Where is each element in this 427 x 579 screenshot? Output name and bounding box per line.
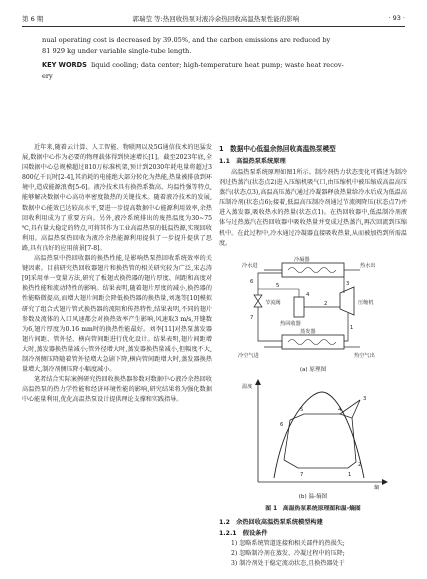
heat-recovery-label: 热回收器	[280, 321, 301, 327]
section-1-title: 1 数据中心低温余热回收高温热泵模型	[219, 145, 336, 153]
running-title: 郭瑞莹 等:热回收热泵对液冷余热回收高温热泵性能的影响	[132, 14, 300, 23]
figure-b-caption: (b) 温-熵图	[298, 494, 328, 500]
pipe-evaporator-to-compressor	[344, 313, 348, 341]
ts-x-label: 熵	[374, 485, 380, 490]
ts-diagram	[240, 378, 390, 490]
state-point-1: 1	[350, 325, 354, 331]
heat-recovery-box	[294, 297, 304, 317]
abstract-line-2: 81 929 kg under variable single-tube length.	[42, 47, 192, 55]
keywords-continued: ery	[42, 72, 53, 80]
header-rule	[22, 26, 405, 27]
cold-water-label: 冷水进	[242, 263, 258, 269]
evaporator-box	[282, 335, 344, 349]
figure-a-caption: (a) 原理图	[299, 367, 327, 373]
abstract-line-1: nual operating cost is decreased by 39.05%, and the carbon emissions are reduced by	[42, 36, 331, 44]
ts-point-3: 3	[363, 396, 367, 402]
issue-number: 第 6 期	[22, 14, 44, 23]
subsection-1-1-title: 1.1 高温热泵系统原理	[219, 158, 286, 165]
ts-y-label: 温度	[242, 384, 253, 390]
ts-point-5: 5	[300, 407, 304, 413]
condenser-box	[282, 263, 344, 277]
ts-x-arrow	[382, 479, 388, 485]
pipe-throttle-to-evaporator	[258, 307, 282, 341]
state-point-5: 5	[276, 283, 280, 289]
assumption-2: 2) 忽略制冷剂在蒸发、冷凝过程中的压降;	[231, 550, 345, 558]
running-header	[22, 12, 405, 24]
subsection-1-2-1-title: 1.2.1 假设条件	[219, 530, 268, 537]
ts-point-2: 2	[358, 462, 362, 468]
compressor-label: 压缩机	[358, 300, 374, 306]
ts-y-arrow	[255, 379, 261, 385]
subsection-1-1-text	[219, 168, 407, 249]
keywords-text: liquid cooling; data center; high-temperature heat pump; waste heat recov-	[91, 61, 344, 69]
intro-paragraph-1: 近年来,随着云计算、人工智能、物联网以及5G通信技术的迅猛发展,数据中心作为必要的物理载体得到快速增长[1]。截至2023年底,全国数据中心总规模超过810万标准机架,预计到2030年耗电量将超过3 800亿千瓦时[2-4],其消耗的电能绝大部分转化为热能,热量被排放到环境中,造成能源浪费[5-6]。液冷技术具有换热系数高、均温性强等特点,能够解决数据中心高功率密度散热的关键技术。随着液冷技术的发展,数据中心能效已达较高水平,要进一步提高数据中心能源利用效率,余热回收利用成为了重要方向。另外,液冷系统排出的废热温度为30~75 ℃,具有量大稳定的特点,可将其作为工业高温热泵的低温热源,实现回收利用。高温热泵热回收为液冷余热能源利用提供了一步提升提供了思路,具有良好的应用前景[7-8]。	[22, 144, 212, 252]
ts-point-7: 7	[300, 472, 304, 478]
throttle-label: 节流阀	[265, 300, 281, 306]
assumption-1: 1) 忽略系统管道连接和相关部件的热损失;	[231, 540, 345, 547]
subsection-1-2-title: 1.2 余热回收高温热泵系统模型构建	[219, 519, 323, 526]
state-point-2: 2	[324, 301, 328, 307]
intro-paragraph-2: 高温热泵中热回收器的换热性能,是影响热泵热回收系统效率的关键因素。目前研究热回收器翅片和换热管的相关研究较为广泛,宋志涛[9]采用单一变量方法,研究了板翅式换热器的翅片厚度、间距和高度对换热性能和流动特性的影响。结果表明,随着翅片厚度的减小,换热器的性能略微提高,而增大翅片间距会降低换热器的换热量,刘逸等[10]模拟研究了组合式翅片管式换热器的流阻和传热特性,结果表明,不同的翅片参数及流体的入口风速都会对换热效率产生影响,风速取3 m/s,开缝数为6,翅片厚度为0.16 mm时的换热性能最好。刘李[11]对热泵蒸发器翅片间距、管外径、横向管间距进行优化设计。结果表明,翅片间距增大时,蒸发器换热量减小;管外径增大时,蒸发器换热量减小,但幅度不大,制冷剂侧压降随着管外径增大急剧下降,横向管间距增大时,蒸发器换热量增大,制冷剂侧压降小幅度减小。	[22, 255, 212, 374]
assumption-list	[219, 539, 407, 569]
evaporator-label: 蒸发器	[300, 329, 316, 335]
assumption-3: 3) 制冷剂处于稳定流动状态,且换热器处于	[231, 560, 345, 568]
page-number: · 93 ·	[388, 14, 405, 22]
principle-paragraph: 高温热泵系统原理如图1所示。制冷剂热力状态变化可描述为制冷剂过热蒸汽(状态点2)进入压缩机吸气口,由压缩机中被压缩成高温高压蒸汽(状态点3),高温高压蒸汽通过冷凝器释放热量给冷水后成为低温高压制冷剂(状态点6);接着,低温高压制冷剂通过节流阀降压(状态点7)并进入蒸发器,吸收热水的热量(状态点1)。在热回收器中,低温制冷剂液体与过热蒸汽在热回收器中吸收热量并变成过热蒸汽,再次回流到压缩机中。在此过程中,冷水通过冷凝器直接吸收热量,从而被加热到所需温度。	[219, 169, 407, 247]
ts-point-6: 6	[280, 422, 284, 428]
keywords-label: KEY WORDS	[42, 61, 87, 69]
waste-out-label: 热空气出	[354, 353, 375, 359]
hot-water-label: 热水出	[360, 263, 376, 269]
figure-1-caption: 图 1 高温热泵系统原理图和温-熵图	[265, 506, 361, 512]
cycle-path	[284, 414, 356, 468]
schematic-diagram	[236, 253, 396, 361]
state-point-6: 6	[250, 279, 254, 285]
ts-point-1: 1	[348, 472, 352, 478]
state-point-7: 7	[250, 315, 254, 321]
intro-paragraph-3: 笔者结合实际案例研究热回收换热器参数对数据中心液冷余热回收高温热泵的热力学性能和经济环境性能的影响,研究结果将为强化数据中心能量利用,优化高温热泵设计提供理论支撑和实践指导。	[22, 376, 212, 404]
state-point-4: 4	[306, 292, 310, 298]
keywords	[42, 61, 382, 71]
left-column	[22, 143, 212, 405]
state-point-3: 3	[346, 281, 350, 287]
waste-in-label: 冷空气进	[238, 353, 259, 359]
condenser-label: 冷凝器	[294, 257, 310, 263]
compressor-shape	[340, 287, 354, 315]
throttle-valve-bottom	[254, 301, 262, 307]
ts-point-4: 4	[338, 407, 342, 413]
throttle-valve-top	[254, 295, 262, 301]
